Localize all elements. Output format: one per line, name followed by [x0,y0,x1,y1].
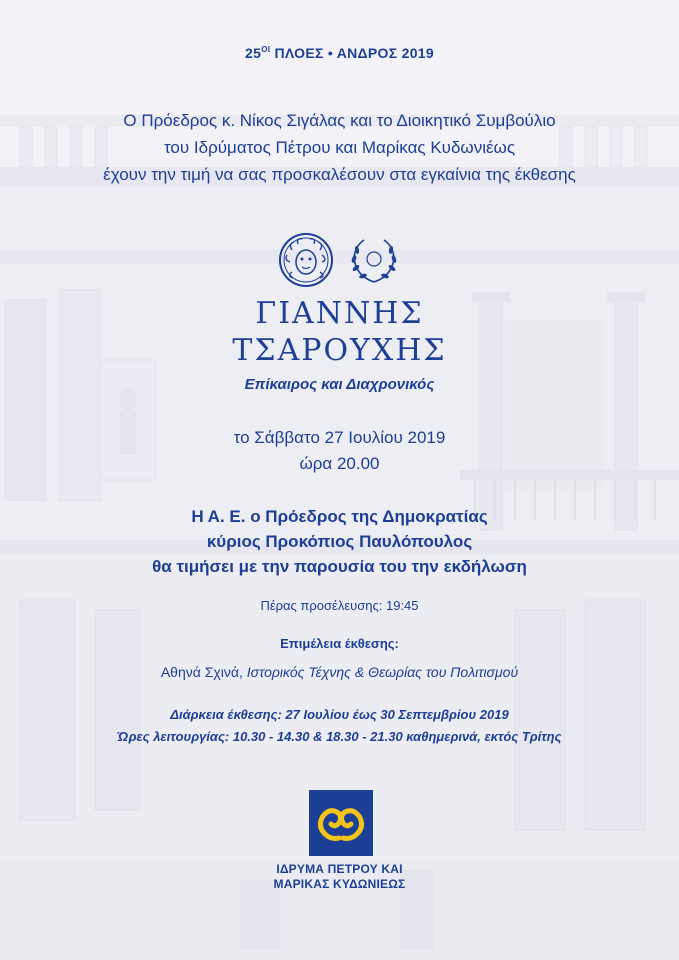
guest-line-2: κύριος Προκόπιος Παυλόπουλος [206,532,473,551]
medusa-coin-icon [278,232,334,288]
header-ordinal: 25 [245,45,262,61]
curator-line [0,664,679,680]
laurel-wreath-icon [346,232,402,288]
curator-name: Αθηνά Σχινά, [160,664,243,680]
curation-label: Επιμέλεια έκθεσης: [280,636,399,651]
invitation-line-1: Ο Πρόεδρος κ. Νίκος Σιγάλας και το Διοικητικό Συμβούλιο [123,111,556,130]
header-ordinal-sup: ΟΙ [261,45,271,54]
arrival-deadline: Πέρας προσέλευσης: 19:45 [260,598,419,613]
event-date: το Σάββατο 27 Ιουλίου 2019 [233,428,446,447]
foundation-name-line-2: ΜΑΡΙΚΑΣ ΚΥΔΩΝΙΕΩΣ [273,877,406,891]
opening-hours: Ώρες λειτουργίας: 10.30 - 14.30 & 18.30 - 21.30 καθημερινά, εκτός Τρίτης [117,729,562,744]
invitation-line-2: του Ιδρύματος Πέτρου και Μαρίκας Κυδωνιέως [163,138,516,157]
exhibition-subtitle: Επίκαιρος και Διαχρονικός [244,376,435,393]
event-time: ώρα 20.00 [299,454,380,473]
curator-role: Ιστορικός Τέχνης & Θεωρίας του Πολιτισμού [246,664,519,680]
invitation-line-3: έχουν την τιμή να σας προσκαλέσουν στα εγκαίνια της έκθεσης [103,165,576,184]
foundation-logo [309,790,373,856]
header-text: ΠΛΟΕΣ • ΑΝΔΡΟΣ 2019 [274,45,434,61]
artist-name-line-2: ΤΣΑΡΟΥΧΗΣ [232,333,447,368]
foundation-name-line-1: ΙΔΡΥΜΑ ΠΕΤΡΟΥ ΚΑΙ [276,862,403,876]
event-header [0,45,679,61]
emblems [276,230,404,290]
guest-line-1: Η Α. Ε. ο Πρόεδρος της Δημοκρατίας [191,507,488,526]
guest-line-3: θα τιμήσει με την παρουσία του την εκδήλωση [152,557,527,576]
foundation-swirl-logo-icon [309,790,373,856]
exhibition-duration: Διάρκεια έκθεσης: 27 Ιουλίου έως 30 Σεπτεμβρίου 2019 [170,707,509,722]
artist-name-line-1: ΓΙΑΝΝΗΣ [255,296,424,331]
